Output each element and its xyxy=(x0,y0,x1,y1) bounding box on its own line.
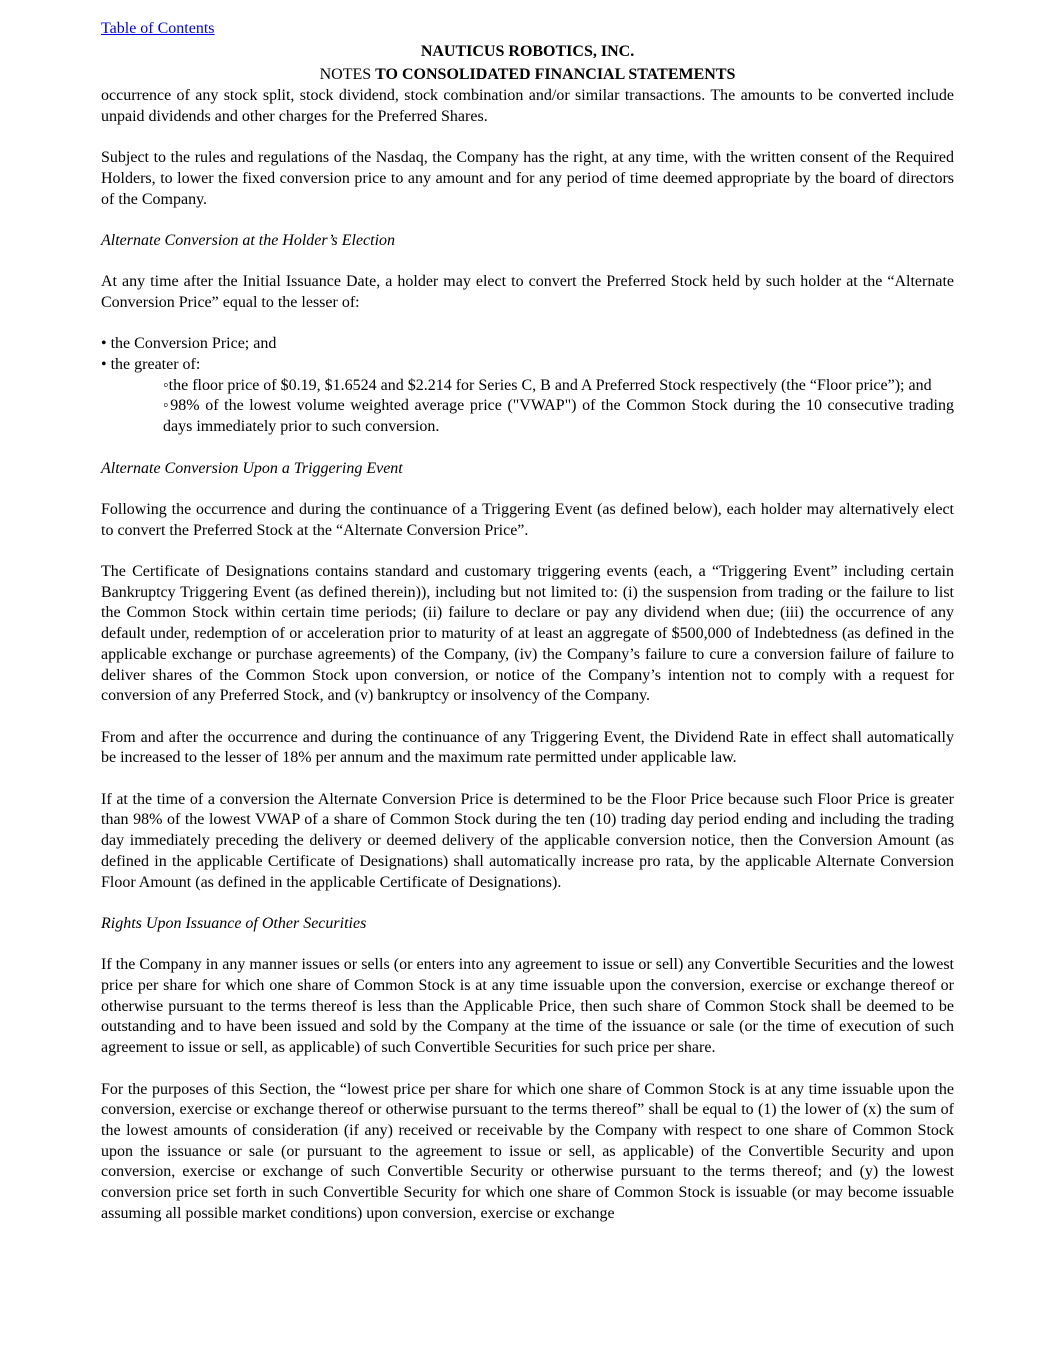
bullet-item: • the greater of: xyxy=(101,356,201,374)
paragraph-convertible-securities: If the Company in any manner issues or sells (or enters into any agreement to issue or sell) any Convertible Securities and the lowest price per share for which one share of Common Stock is at any time issuable upon the conversion, exercise or exchange thereof or otherwise pursuant to the terms thereof is less than the Applicable Price, then such share of Common Stock shall be deemed to be outstanding and to have been issued and sold by the Company at the time of the issuance or sale (or the time of execution of such agreement to issue or sell, as applicable) of such Convertible Securities for such price per share. xyxy=(101,956,954,1057)
bullet-item: • the Conversion Price; and xyxy=(101,335,277,353)
notes-heading-bold: TO CONSOLIDATED FINANCIAL STATEMENTS xyxy=(375,66,736,83)
notes-heading-prefix: NOTES xyxy=(319,66,376,83)
section-heading-holders-election: Alternate Conversion at the Holder’s Election xyxy=(101,231,396,249)
sub-bullet-item-floor-price: ◦the floor price of $0.19, $1.6524 and $2.214 for Series C, B and A Preferred Stock respectively (the “Floor price”); and xyxy=(163,376,932,394)
paragraph-nasdaq-rules: Subject to the rules and regulations of the Nasdaq, the Company has the right, at any time, with the written consent of the Required Holders, to lower the fixed conversion price to any amount and for any period of time deemed appropriate by the board of directors of the Company. xyxy=(101,149,954,208)
paragraph-triggering-event-election: Following the occurrence and during the continuance of a Triggering Event (as defined below), each holder may alternatively elect to convert the Preferred Stock at the “Alternate Conversion Price”. xyxy=(101,500,954,539)
company-name-heading: NAUTICUS ROBOTICS, INC. xyxy=(420,43,635,60)
table-of-contents-link[interactable]: Table of Contents xyxy=(101,20,215,37)
section-heading-triggering-event: Alternate Conversion Upon a Triggering Event xyxy=(101,459,403,477)
paragraph-alternate-conversion-price: At any time after the Initial Issuance Date, a holder may elect to convert the Preferred Stock held by such holder at the “Alternate Conversion Price” equal to the lesser of: xyxy=(101,273,954,311)
paragraph-lowest-price-definition: For the purposes of this Section, the “lowest price per share for which one share of Common Stock is at any time issuable upon the conversion, exercise or exchange thereof or otherwise pursuant to the terms thereof” shall be equal to (1) the lower of (x) the sum of the lowest amounts of consideration (if any) received or receivable by the Company with respect to one share of Common Stock upon the issuance or sale (or pursuant to the agreement to issue or sell, as applicable) of the Convertible Security and upon conversion, exercise or exchange of such Convertible Security or otherwise pursuant to the terms thereof; and (y) the lowest conversion price set forth in such Convertible Security for which one share of Common Stock is issuable (or may become issuable assuming all possible market conditions) upon conversion, exercise or exchange xyxy=(101,1080,954,1222)
paragraph-dividend-rate: From and after the occurrence and during the continuance of any Triggering Event, the Dividend Rate in effect shall automatically be increased to the lesser of 18% per annum and the maximum rate permitted under applicable law. xyxy=(101,728,954,767)
sub-bullet-item-vwap: ◦98% of the lowest volume weighted average price ("VWAP") of the Common Stock during the 10 consecutive trading days immediately prior to such conversion. xyxy=(163,397,954,436)
paragraph-floor-price: If at the time of a conversion the Alternate Conversion Price is determined to be the Floor Price because such Floor Price is greater than 98% of the lowest VWAP of a share of Common Stock during the ten (10) trading day period ending and including the trading day immediately preceding the delivery or deemed delivery of the applicable conversion notice, then the Conversion Amount (as defined in the applicable Certificate of Designations) shall automatically increase pro rata, by the applicable Alternate Conversion Floor Amount (as defined in the applicable Certificate of Designations). xyxy=(101,790,954,891)
paragraph-conversion-amounts: occurrence of any stock split, stock dividend, stock combination and/or similar transactions. The amounts to be converted include unpaid dividends and other charges for the Preferred Shares. xyxy=(101,87,954,125)
section-heading-other-securities: Rights Upon Issuance of Other Securities xyxy=(101,914,367,932)
notes-heading xyxy=(101,64,954,86)
paragraph-certificate-of-designations: The Certificate of Designations contains standard and customary triggering events (each, a “Triggering Event” including certain Bankruptcy Triggering Event (as defined therein)), including but not limited to: (i) the suspension from trading or the failure to list the Common Stock within certain time periods; (ii) failure to declare or pay any dividend when due; (iii) the occurrence of any default under, redemption of or acceleration prior to maturity of at least an aggregate of $500,000 of Indebtedness (as defined in the applicable exchange or purchase agreements) of the Company, (iv) the Company’s failure to cure a conversion failure of failure to deliver shares of the Common Stock upon conversion, or notice of the Company’s intention not to comply with a request for conversion of any Preferred Stock, and (v) bankruptcy or insolvency of the Company. xyxy=(101,563,954,705)
